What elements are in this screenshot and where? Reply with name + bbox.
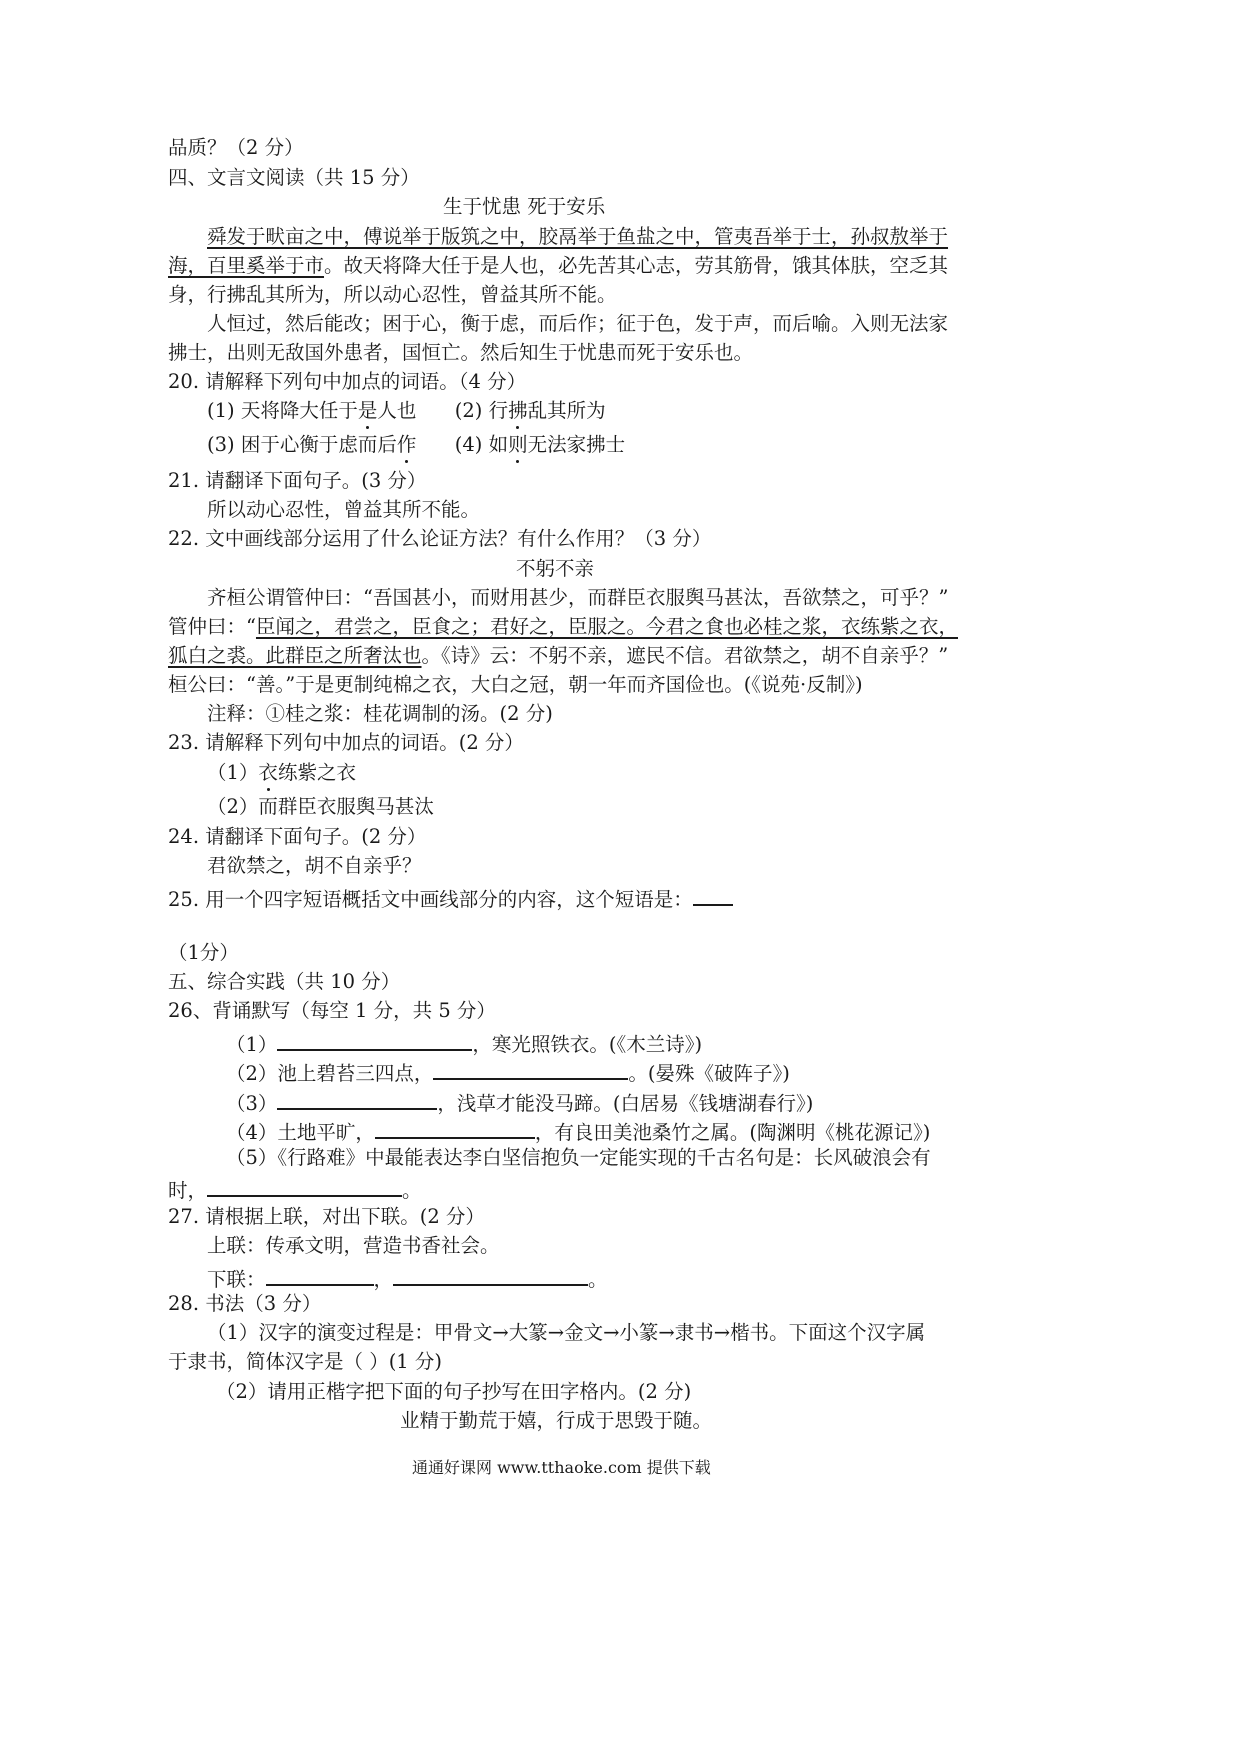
dotted-word: 衣 [258, 761, 278, 784]
text-line: （1分） [168, 941, 239, 964]
text-line [168, 254, 948, 278]
text-line: 桓公曰：“善。”于是更制纯棉之衣，大白之冠，朝一年而齐国俭也。(《说苑·反制》) [168, 673, 863, 696]
text-line [168, 644, 948, 668]
question-20: 20. 请解释下列句中加点的词语。（4 分） [168, 370, 527, 393]
dotted-word: 作 [396, 433, 417, 456]
question-26-item-4 [226, 1117, 930, 1145]
text-span: 下联： [207, 1268, 266, 1291]
question-26-item-3 [226, 1088, 813, 1116]
question-22: 22. 文中画线部分运用了什么论证方法？有什么作用？（3 分） [168, 527, 712, 550]
text-span: （1） [207, 761, 259, 784]
question-21: 21. 请翻译下面句子。(3 分） [168, 469, 427, 492]
question-20-items-b [207, 433, 625, 457]
text-span: 乱其所为 [527, 399, 606, 422]
text-span: ，寒光照铁衣。(《木兰诗》) [472, 1033, 703, 1056]
answer-blank[interactable] [207, 1175, 402, 1197]
underlined-text: 舜发于畎亩之中，傅说举于版筑之中，胶鬲举于鱼盐之中，管夷吾举于士，孙叔敖举于 [207, 225, 949, 248]
question-24: 24. 请翻译下面句子。(2 分） [168, 825, 427, 848]
text-span: (1) 天将降大任于 [207, 399, 358, 422]
text-line: 上联：传承文明，营造书香社会。 [207, 1234, 500, 1257]
text-span: 无法家拂士 [527, 433, 626, 456]
question-23: 23. 请解释下列句中加点的词语。(2 分） [168, 731, 524, 754]
underlined-text: 狐白之裘。此群臣之所奢汰也 [168, 644, 422, 667]
text-line: 于隶书，简体汉字是（ ）(1 分) [168, 1350, 443, 1373]
underlined-text: 海，百里奚举于市 [168, 254, 325, 277]
text-span: 。 [402, 1179, 422, 1202]
question-26: 26、背诵默写（每空 1 分，共 5 分） [168, 999, 496, 1022]
question-28: 28. 书法（3 分） [168, 1292, 322, 1315]
text-span: （3） [226, 1092, 278, 1115]
text-line: 君欲禁之，胡不自亲乎？ [207, 854, 422, 877]
text-span: 25. 用一个四字短语概括文中画线部分的内容，这个短语是： [168, 888, 693, 911]
text-line: 品质？（2 分） [168, 136, 304, 159]
text-span: ， [373, 1268, 394, 1291]
question-23-item-1 [207, 761, 356, 785]
text-line: 所以动心忍性，曾益其所不能。 [207, 498, 481, 521]
question-26-item-5: （5）《行路难》中最能表达李白坚信抱负一定能实现的千古名句是：长风破浪会有 [226, 1146, 931, 1169]
passage-title: 不躬不亲 [516, 557, 595, 580]
section-heading: 四、文言文阅读（共 15 分） [168, 166, 420, 189]
answer-blank[interactable] [693, 884, 733, 906]
text-line: （1）汉字的演变过程是：甲骨文→大篆→金文→小篆→隶书→楷书。下面这个汉字属 [207, 1321, 926, 1344]
text-span: 。(晏殊《破阵子》) [628, 1062, 790, 1085]
answer-blank[interactable] [433, 1058, 628, 1080]
passage-title: 生于忧患 死于安乐 [443, 195, 606, 218]
text-line: 业精于勤荒于嬉，行成于思毁于随。 [400, 1409, 713, 1432]
dotted-word: 则 [508, 433, 528, 456]
answer-blank[interactable] [375, 1117, 535, 1139]
text-line: 人恒过，然后能改；困于心，衡于虑，而后作；征于色，发于声，而后喻。入则无法家 [207, 312, 949, 335]
text-span: （2）池上碧苔三四点， [226, 1062, 434, 1085]
underlined-text: 臣闻之，君尝之，臣食之；君好之，臣服之。今君之食也必桂之浆，衣练紫之衣， [255, 615, 958, 638]
dotted-word: 拂 [508, 399, 528, 422]
text-span: (3) 困于心衡于虑而后 [207, 433, 397, 456]
answer-blank[interactable] [277, 1029, 472, 1051]
question-20-items-a [207, 399, 606, 423]
text-span: ，浅草才能没马蹄。(白居易《钱塘湖春行》) [437, 1092, 814, 1115]
question-26-item-2 [226, 1058, 790, 1086]
text-span: （1） [226, 1033, 278, 1056]
footer-text: 通通好课网 www.tthaoke.com 提供下载 [412, 1458, 711, 1477]
section-heading: 五、综合实践（共 10 分） [168, 970, 401, 993]
text-span: 。 [588, 1268, 608, 1291]
question-27: 27. 请根据上联，对出下联。(2 分） [168, 1205, 485, 1228]
annotation: 注释：①桂之浆：桂花调制的汤。(2 分) [207, 702, 553, 725]
question-23-item-2: （2）而群臣衣服舆马甚汰 [207, 795, 434, 818]
text-span: (4) 如 [454, 433, 509, 456]
question-25 [168, 884, 733, 912]
text-line [168, 615, 958, 639]
answer-line [207, 1264, 608, 1292]
text-line: （2）请用正楷字把下面的句子抄写在田字格内。(2 分) [216, 1380, 692, 1403]
text-span: （4）土地平旷， [226, 1121, 375, 1144]
text-line: 齐桓公谓管仲曰：“吾国甚小，而财用甚少，而群臣衣服舆马甚汰，吾欲禁之，可乎？” [207, 586, 949, 609]
text-span: 。故天将降大任于是人也，必先苦其心志，劳其筋骨，饿其体肤，空乏其 [324, 254, 949, 277]
text-span: 。《诗》云：不躬不亲，遮民不信。君欲禁之，胡不自亲乎？” [421, 644, 949, 667]
text-span: ，有良田美池桑竹之属。(陶渊明《桃花源记》) [534, 1121, 931, 1144]
answer-blank[interactable] [277, 1088, 437, 1110]
dotted-word: 是 [357, 399, 378, 422]
text-span: 时， [168, 1179, 208, 1202]
answer-blank[interactable] [393, 1264, 588, 1286]
text-span: 人也 [377, 399, 417, 422]
text-line [168, 1175, 422, 1203]
text-span: 练紫之衣 [277, 761, 356, 784]
text-line: 身，行拂乱其所为，所以动心忍性，曾益其所不能。 [168, 283, 617, 306]
answer-blank[interactable] [266, 1264, 374, 1286]
text-span: (2) 行 [454, 399, 509, 422]
question-26-item-1 [226, 1029, 702, 1057]
text-span: 管仲曰：“ [168, 615, 256, 638]
text-line: 拂士，出则无敌国外患者，国恒亡。然后知生于忧患而死于安乐也。 [168, 341, 754, 364]
